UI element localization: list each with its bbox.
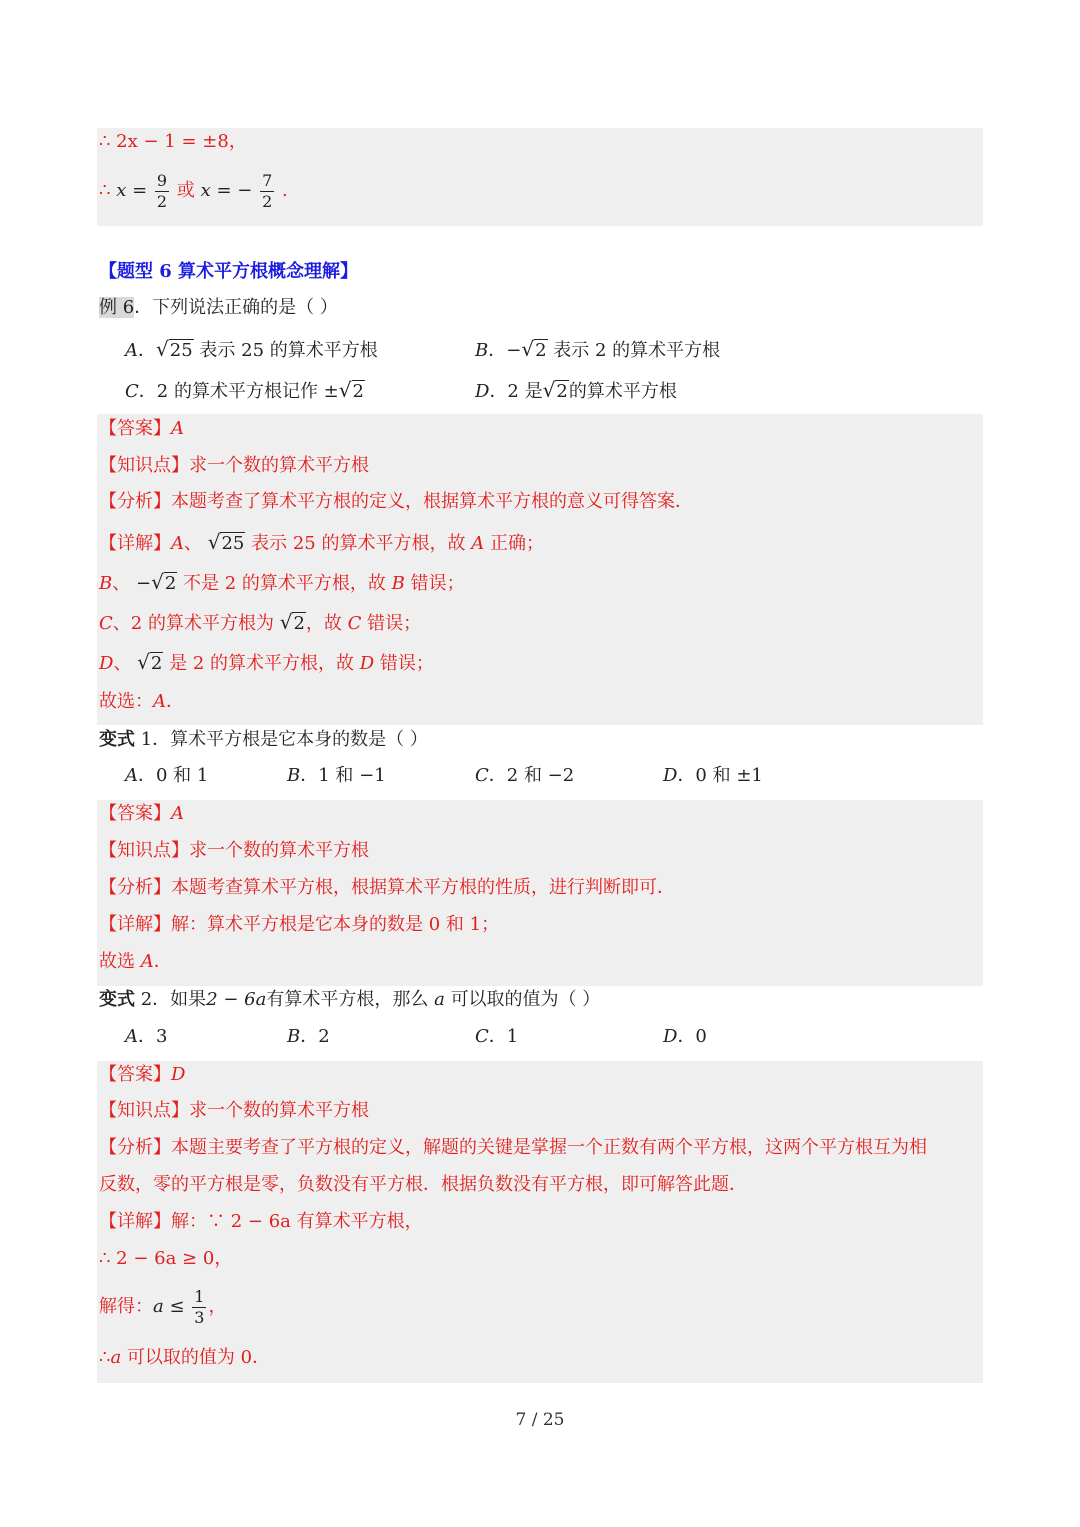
var2-stem: 变式 2．如果2 − 6a有算术平方根，那么 a 可以取的值为（ ） — [99, 989, 601, 1010]
var2-detail-3: 解得：a ≤ $\frac{1}{3}$ ， — [99, 1286, 227, 1327]
ex6-option-d: D．2 是√2的算术平方根 — [475, 378, 677, 402]
var2-analysis-1: 【分析】本题主要考查了平方根的定义，解题的关键是掌握一个正数有两个平方根，这两个平方根互为相 — [99, 1137, 927, 1158]
var1-analysis: 【分析】本题考查算术平方根，根据算术平方根的性质，进行判断即可． — [99, 877, 675, 898]
ex6-stem: 例 6．下列说法正确的是（ ） — [99, 297, 338, 318]
var2-option-c: C．1 — [475, 1026, 519, 1047]
var2-detail-4: ∴a 可以取的值为 0． — [99, 1347, 271, 1368]
var1-option-d: D．0 和 ±1 — [663, 765, 763, 786]
var1-option-b: B．1 和 −1 — [287, 765, 386, 786]
var2-detail-2: ∴ 2 − 6a ≥ 0， — [99, 1248, 233, 1269]
ex6-analysis: 【分析】本题考查了算术平方根的定义，根据算术平方根的意义可得答案． — [99, 491, 693, 512]
ex6-detail-4: D、 √2 是 2 的算术平方根，故 D 错误； — [99, 650, 434, 674]
var2-knowledge: 【知识点】求一个数的算术平方根 — [99, 1100, 369, 1121]
var2-detail-1: 【详解】解：∵ 2 − 6a 有算术平方根， — [99, 1211, 423, 1232]
ex6-detail-2: B、 −√2 不是 2 的算术平方根，故 B 错误； — [99, 570, 465, 594]
ex6-answer: 【答案】A — [99, 418, 184, 439]
var2-analysis-2: 反数，零的平方根是零，负数没有平方根．根据负数没有平方根，即可解答此题． — [99, 1174, 747, 1195]
ex6-option-c: C．2 的算术平方根记作 ±√2 — [125, 378, 364, 402]
var1-knowledge: 【知识点】求一个数的算术平方根 — [99, 840, 369, 861]
section-title: 【题型 6 算术平方根概念理解】 — [99, 261, 359, 282]
top-line-2: ∴ x = $\frac{9}{2}$ 或 x = − $\frac{7}{2}$ . — [99, 170, 288, 211]
var1-detail: 【详解】解：算术平方根是它本身的数是 0 和 1； — [99, 914, 500, 935]
var2-option-d: D．0 — [663, 1026, 707, 1047]
ex6-option-b: B．−√2 表示 2 的算术平方根 — [475, 337, 721, 361]
var2-option-b: B．2 — [287, 1026, 330, 1047]
var2-answer: 【答案】D — [99, 1064, 186, 1085]
ex6-knowledge: 【知识点】求一个数的算术平方根 — [99, 455, 369, 476]
ex6-option-a: A．√25 表示 25 的算术平方根 — [125, 337, 378, 361]
var1-choose: 故选 A． — [99, 951, 172, 972]
var1-option-c: C．2 和 −2 — [475, 765, 575, 786]
page-number: 7 / 25 — [515, 1410, 565, 1430]
var1-answer: 【答案】A — [99, 803, 184, 824]
var1-option-a: A．0 和 1 — [125, 765, 209, 786]
ex6-detail-3: C、2 的算术平方根为 √2，故 C 错误； — [99, 610, 422, 634]
var1-stem: 变式 1．算术平方根是它本身的数是（ ） — [99, 729, 428, 750]
top-line-1: ∴ 2x − 1 = ±8， — [99, 131, 247, 152]
ex6-detail-1: 【详解】A、 √25 表示 25 的算术平方根，故 A 正确； — [99, 530, 544, 554]
var2-option-a: A．3 — [125, 1026, 168, 1047]
ex6-choose: 故选：A． — [99, 691, 184, 712]
